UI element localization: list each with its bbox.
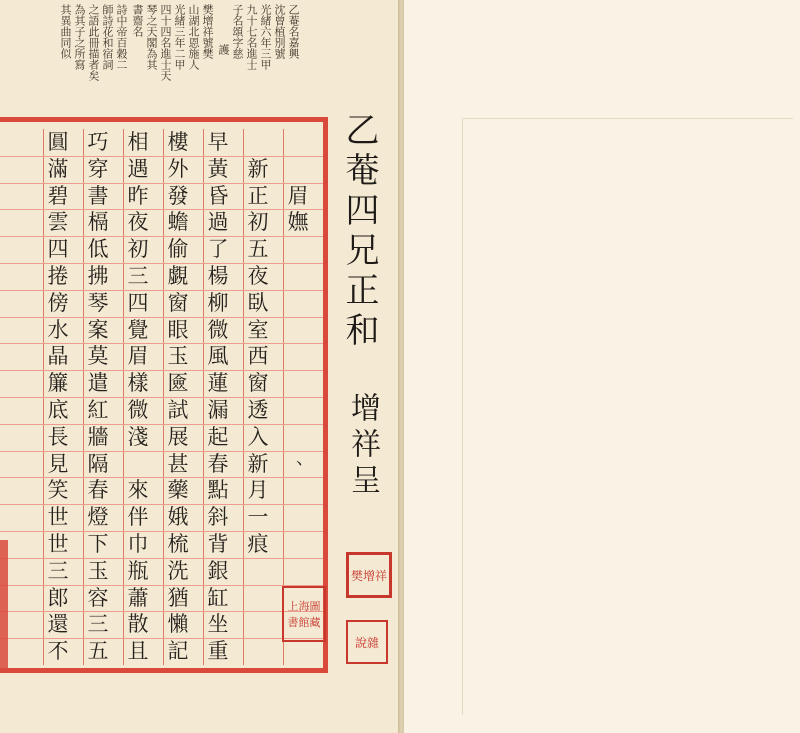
note-column: 琴之天閣為其 bbox=[145, 4, 158, 70]
poem-character: 試 bbox=[167, 397, 189, 422]
poem-character: 世 bbox=[47, 531, 69, 556]
poem-character bbox=[278, 397, 318, 424]
seal-text: 說雜 bbox=[354, 635, 379, 650]
poem-character: 一 bbox=[247, 505, 269, 530]
poem-character: 晶 bbox=[47, 344, 69, 369]
poem-character: 琴 bbox=[87, 290, 109, 315]
right-page bbox=[402, 0, 800, 733]
poem-character: 梳 bbox=[167, 531, 189, 556]
punctuation-mark: 、 bbox=[296, 448, 314, 469]
poem-character: 微 bbox=[127, 397, 149, 422]
note-column: 其異曲同似 bbox=[59, 4, 72, 59]
poem-character: 痕 bbox=[247, 531, 269, 556]
poem-character: 匳 bbox=[167, 371, 189, 396]
poem-character: 甚 bbox=[167, 451, 189, 476]
poem-character: 起 bbox=[207, 424, 229, 449]
note-column: 山湖北恩施人 bbox=[187, 4, 200, 70]
poem-character bbox=[278, 129, 318, 156]
poem-character: 眼 bbox=[167, 317, 189, 342]
poem-character: 低 bbox=[87, 237, 109, 262]
poem-character: 底 bbox=[47, 397, 69, 422]
poem-character: 猶 bbox=[167, 585, 189, 610]
poem-column bbox=[118, 129, 158, 665]
poem-character: 水 bbox=[47, 317, 69, 342]
poem-character: 五 bbox=[247, 237, 269, 262]
poem-character: 碧 bbox=[47, 183, 69, 208]
poem-character: 巾 bbox=[127, 531, 149, 556]
poem-character: 蓮 bbox=[207, 371, 229, 396]
poem-character: 玉 bbox=[87, 558, 109, 583]
blank-leaf bbox=[462, 118, 793, 715]
poem-character: 娥 bbox=[167, 505, 189, 530]
poem-character: 點 bbox=[207, 478, 229, 503]
poem-character: 三 bbox=[127, 263, 149, 288]
poem-character: 捲 bbox=[47, 263, 69, 288]
note-column: 光緒六年三甲 bbox=[259, 4, 272, 70]
poem-character bbox=[238, 558, 278, 585]
poem-character: 滿 bbox=[47, 156, 69, 181]
poem-character: 春 bbox=[87, 478, 109, 503]
poem-character: 覷 bbox=[167, 263, 189, 288]
poem-character: 書 bbox=[87, 183, 109, 208]
poem-character: 室 bbox=[247, 317, 269, 342]
poem-character: 樓 bbox=[167, 130, 189, 154]
note-column: 詩中帝百穀二 bbox=[115, 4, 128, 70]
author-seal bbox=[346, 552, 392, 598]
poem-character: 嫵 bbox=[287, 210, 309, 235]
poem-character: 夜 bbox=[127, 210, 149, 235]
seal-text: 樊增祥 bbox=[350, 568, 387, 583]
poem-character: 郎 bbox=[47, 585, 69, 610]
poem-character: 缸 bbox=[207, 585, 229, 610]
library-seal bbox=[282, 586, 326, 642]
seal-text: 上海圖書館藏 bbox=[287, 600, 321, 629]
poem-character: 黃 bbox=[207, 156, 229, 181]
poem-character bbox=[278, 290, 318, 317]
poem-character: 柳 bbox=[207, 290, 229, 315]
poem-character: 來 bbox=[127, 478, 149, 503]
poem-character bbox=[278, 317, 318, 344]
poem-character: 重 bbox=[207, 639, 229, 664]
poem-column bbox=[158, 129, 198, 665]
poem-character: 微 bbox=[207, 317, 229, 342]
poem-character: 遣 bbox=[87, 371, 109, 396]
poem-character: 西 bbox=[247, 344, 269, 369]
poem-character: 楊 bbox=[207, 263, 229, 288]
note-column: 四十四名進士天 bbox=[159, 4, 172, 81]
poem-character: 過 bbox=[207, 210, 229, 235]
poem-character: 眉 bbox=[287, 183, 309, 208]
poem-character bbox=[278, 156, 318, 183]
poem-character: 展 bbox=[167, 424, 189, 449]
poem-character: 覺 bbox=[127, 317, 149, 342]
note-column: 之語此冊描者矣 bbox=[87, 4, 100, 81]
poem-character: 玉 bbox=[167, 344, 189, 369]
poem-character: 案 bbox=[87, 317, 109, 342]
poem-character: 窗 bbox=[167, 290, 189, 315]
note-column: 護 bbox=[217, 44, 230, 55]
poem-character: 洗 bbox=[167, 558, 189, 583]
poem-character: 四 bbox=[127, 290, 149, 315]
poem-character: 風 bbox=[207, 344, 229, 369]
poem-character: 春 bbox=[207, 451, 229, 476]
poem-character bbox=[118, 451, 158, 478]
poem-character: 蟾 bbox=[167, 210, 189, 235]
poem-character: 見 bbox=[47, 451, 69, 476]
poem-character: 懶 bbox=[167, 612, 189, 637]
poem-character: 容 bbox=[87, 585, 109, 610]
poem-character: 遇 bbox=[127, 156, 149, 181]
note-column: 九十七名進士 bbox=[245, 4, 258, 70]
poem-character: 伴 bbox=[127, 505, 149, 530]
note-column: 沈曾植別號 bbox=[273, 4, 286, 59]
poem-character: 坐 bbox=[207, 612, 229, 637]
poem-character bbox=[238, 638, 278, 665]
poem-character: 槅 bbox=[87, 210, 109, 235]
poem-character: 漏 bbox=[207, 397, 229, 422]
poem-character bbox=[278, 504, 318, 531]
poem-character bbox=[238, 585, 278, 612]
poem-character: 穿 bbox=[87, 156, 109, 181]
poem-character bbox=[278, 263, 318, 290]
poem-character: 背 bbox=[207, 531, 229, 556]
poem-character: 蕭 bbox=[127, 585, 149, 610]
poem-character: 早 bbox=[207, 130, 229, 154]
poem-character: 眉 bbox=[127, 344, 149, 369]
poem-column bbox=[238, 129, 278, 665]
poem-character: 透 bbox=[247, 397, 269, 422]
poem-character: 月 bbox=[247, 478, 269, 503]
poem-character: 五 bbox=[87, 639, 109, 664]
poem-character: 外 bbox=[167, 156, 189, 181]
poem-character: 簾 bbox=[47, 371, 69, 396]
poem-character: 拂 bbox=[87, 263, 109, 288]
poem-character: 相 bbox=[127, 130, 149, 154]
poem-character: 初 bbox=[127, 237, 149, 262]
author-seal-secondary bbox=[346, 620, 388, 664]
poem-character: 初 bbox=[247, 210, 269, 235]
poem-character: 臥 bbox=[247, 290, 269, 315]
poem-character: 窗 bbox=[247, 371, 269, 396]
poem-character: 世 bbox=[47, 505, 69, 530]
poem-column bbox=[198, 129, 238, 665]
poem-character: 牆 bbox=[87, 424, 109, 449]
poem-character bbox=[278, 477, 318, 504]
poem-character: 莫 bbox=[87, 344, 109, 369]
poem-character: 巧 bbox=[87, 130, 109, 154]
poem-character: 下 bbox=[87, 531, 109, 556]
poem-character: 隔 bbox=[87, 451, 109, 476]
poem-character: 且 bbox=[127, 639, 149, 664]
poem-character: 燈 bbox=[87, 505, 109, 530]
poem-character: 入 bbox=[247, 424, 269, 449]
poem-character: 新 bbox=[247, 451, 269, 476]
note-column: 師詩花和宿詞 bbox=[101, 4, 114, 70]
poem-character: 雲 bbox=[47, 210, 69, 235]
poem-character: 藥 bbox=[167, 478, 189, 503]
poem-character: 散 bbox=[127, 612, 149, 637]
poem-character: 瓶 bbox=[127, 558, 149, 583]
poem-character: 記 bbox=[167, 639, 189, 664]
poem-character: 長 bbox=[47, 424, 69, 449]
poem-column bbox=[38, 129, 78, 665]
poem-character: 銀 bbox=[207, 558, 229, 583]
poem-character: 四 bbox=[47, 237, 69, 262]
poem-character bbox=[278, 638, 318, 665]
poem-character: 發 bbox=[167, 183, 189, 208]
poem-character: 還 bbox=[47, 612, 69, 637]
note-column: 樊增祥號樊 bbox=[201, 4, 214, 59]
poem-column bbox=[278, 129, 318, 665]
poem-character bbox=[278, 558, 318, 585]
poem-character: 淺 bbox=[127, 424, 149, 449]
poem-character bbox=[278, 531, 318, 558]
poem-character: 昏 bbox=[207, 183, 229, 208]
poem-character: 不 bbox=[47, 639, 69, 664]
note-column: 乙菴名嘉興 bbox=[287, 4, 300, 59]
poem-character bbox=[238, 129, 278, 156]
poem-character bbox=[238, 611, 278, 638]
poem-character: 斜 bbox=[207, 505, 229, 530]
dedication-title: 乙菴四兄正和 bbox=[339, 112, 379, 352]
poem-character bbox=[278, 236, 318, 263]
poem-character: 昨 bbox=[127, 183, 149, 208]
poem-character: 新 bbox=[247, 156, 269, 181]
poem-column bbox=[78, 129, 118, 665]
poem-character: 正 bbox=[247, 183, 269, 208]
note-column: 書齋名 bbox=[131, 4, 144, 37]
poem-character: 紅 bbox=[87, 397, 109, 422]
poem-character bbox=[278, 343, 318, 370]
poem-character: 笑 bbox=[47, 478, 69, 503]
poem-character: 夜 bbox=[247, 263, 269, 288]
margin-red-bar bbox=[0, 540, 8, 670]
annotation-notes bbox=[60, 4, 300, 124]
note-column: 子名頌字慈 bbox=[231, 4, 244, 59]
poem-character: 圓 bbox=[47, 130, 69, 154]
note-column: 為其子之所寫 bbox=[73, 4, 86, 70]
note-column: 光緒三年二甲 bbox=[173, 4, 186, 70]
poem-character: 偷 bbox=[167, 237, 189, 262]
signature: 增祥呈 bbox=[345, 392, 380, 500]
poem-character: 三 bbox=[87, 612, 109, 637]
poem-character: 了 bbox=[207, 237, 229, 262]
poem-character: 樣 bbox=[127, 371, 149, 396]
poem-character bbox=[278, 370, 318, 397]
poem-character: 三 bbox=[47, 558, 69, 583]
poem-character: 傍 bbox=[47, 290, 69, 315]
